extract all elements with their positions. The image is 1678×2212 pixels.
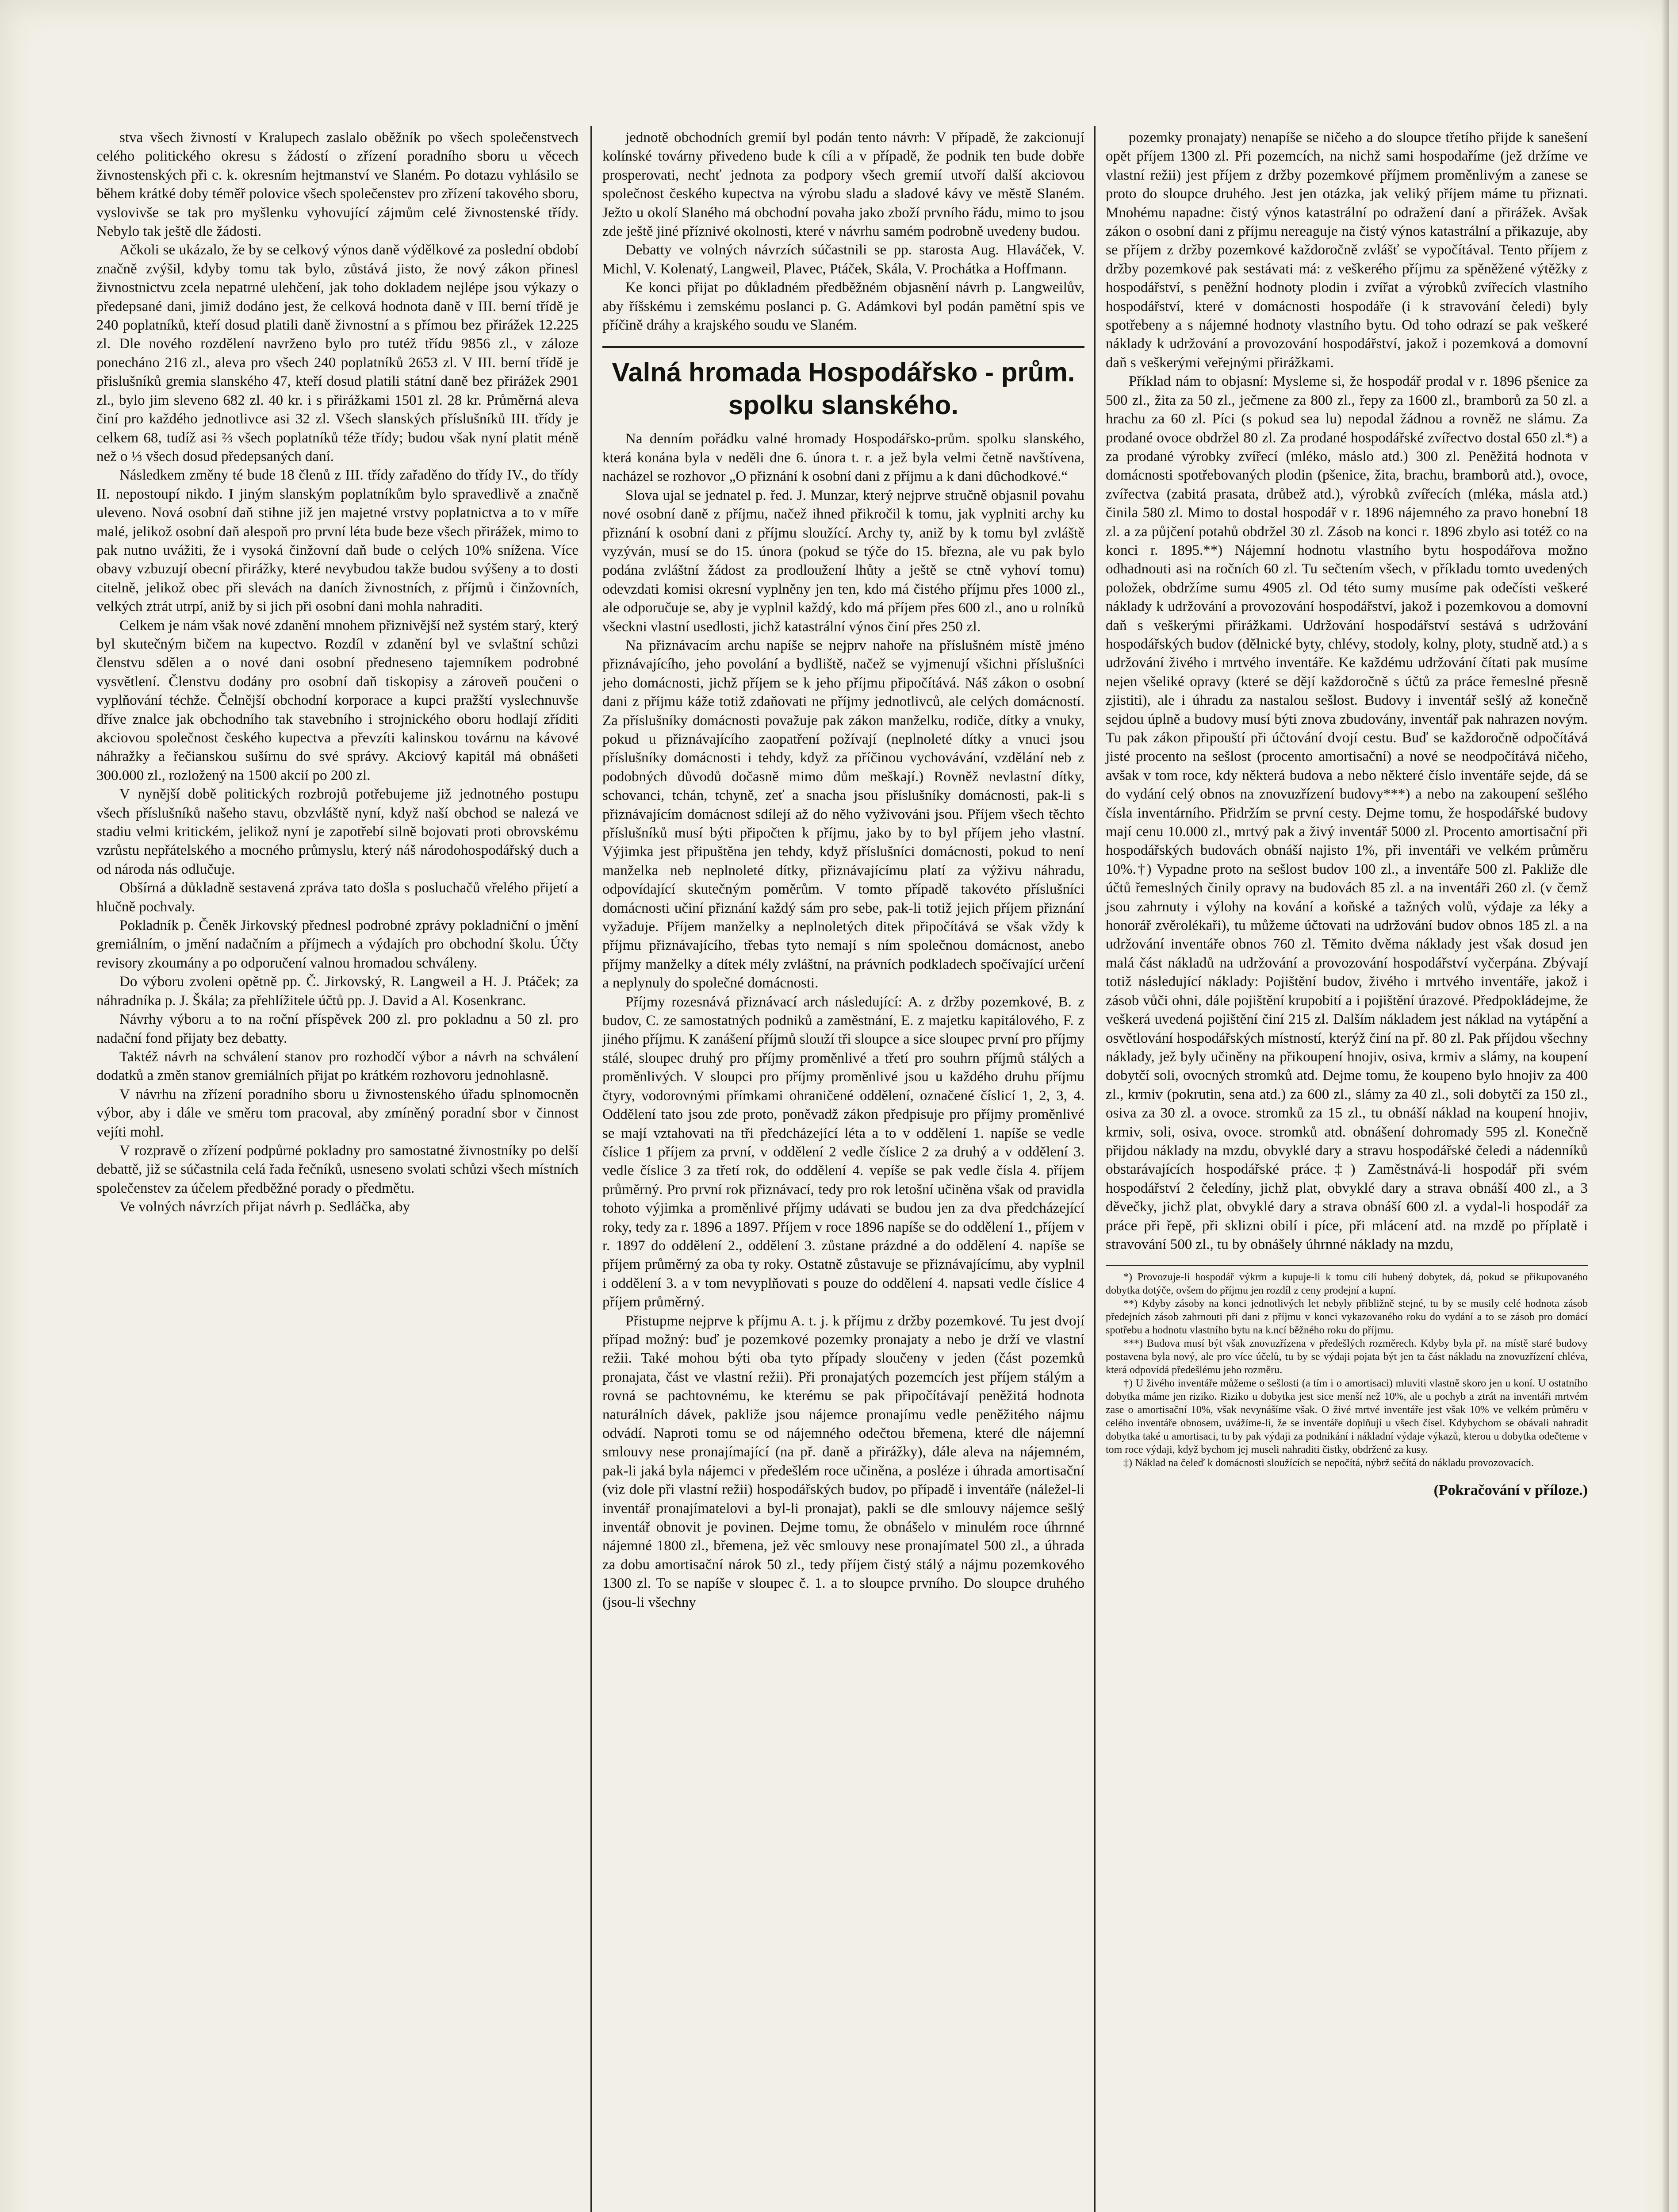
column-divider [1094,126,1096,2212]
column-divider [590,126,592,2212]
paragraph: V návrhu na zřízení poradního sboru u živnostenského úřadu splnomocněn výbor, aby i dále ve směru tom pracoval, aby zmíněný poradní sbor v činnost vejíti mohl. [96,1086,578,1140]
footnote: †) U živého inventáře můžeme o sešlosti (a tím i o amortisaci) mluviti vlastně skoro jen u koní. U ostatního dobytka máme jen riziko. Riziko u dobytka jest sice menší než 10%, ale u pochyb a ztrát na inventáři mrtvém zase o amortisační 10%, však nevynášíme však. O živé mrtvé inventáře jest však 10% ve velkém průměru v celého inventáře obnosem, uvážíme-li, že se inventáře doplňují u všech čísel. Kdybychom se obávali nahradit dobytka také u amortisaci, tu by pak výdaji za podnikání i nákladní výdaje výkazů, kterou u dobytka odečteme v tom roce výdaji, když bychom jej museli nahraditi čistky, obdržené za kusy. [1106,1378,1588,1456]
paragraph: Do výboru zvoleni opětně pp. Č. Jirkovský, R. Langweil a H. J. Ptáček; za náhradníka p. J. Škála; za přehlížitele účtů pp. J. David a Al. Kosenkranc. [96,974,578,1009]
column-right [1106,128,1588,2212]
paragraph: Debatty ve volných návrzích súčastnili se pp. starosta Aug. Hlaváček, V. Michl, V. Kolenatý, Langweil, Plavec, Ptáček, Skála, V. Prochátka a Hoffmann. [602,242,1084,277]
paragraph: Příjmy rozesnává přiznávací arch následující: A. z držby pozemkové, B. z budov, C. ze samostatných podniků a zaměstnání, E. z majetku kapitálového, F. z jiného příjmu. K zanášení příjmů slouží tři sloupce a sice sloupec první pro příjmy stálé, sloupec druhý pro příjmy proměnlivé a třetí pro souhrn příjmů stálých a proměnlivých. V sloupci pro příjmy proměnlivé jsou u každého druhu příjmu čtyry, vodorovnými přímkami ohraničené oddělení, označené číslicí 1, 2, 3, 4. Oddělení tato jsou zde proto, poněvadž zákon předpisuje pro příjmy proměnlivé se mají vztahovati na tři předcházející léta a to v oddělení 1. napíše se vedle číslice 1 příjem za první, v oddělení 2 vedle číslice 2 za druhý a v oddělení 3. vedle číslice 3 za třetí rok, do oddělení 4. vepíše se pak vedle čísla 4. příjem průměrný. Pro první rok přiznávací, tedy pro rok letošní učiněna však od pravidla tohoto výjimka a proměnlivé příjmy udávati se budou jen za dva předcházející roky, tedy za r. 1896 a 1897. Příjem v roce 1896 napíše se do oddělení 1., příjem v r. 1897 do oddělení 2., oddělení 3. zůstane prázdné a do oddělení 4. napíše se příjem průměrný za oba ty roky. Ostatně zůstavuje se přiznávajícímu, aby vyplnil i oddělení 3. a v tom nevyplňovati s pouze do oddělení 4. napsati vedle číslice 4 příjem průměrný. [602,994,1084,1310]
footnotes [1106,1265,1588,1470]
paragraph: Ačkoli se ukázalo, že by se celkový výnos daně výdělkové za poslední období značně zvýšil, kdyby tomu tak bylo, zůstává jisto, že nový zákon přinesl živnostnictvu zcela nepatrné ulehčení, jak toho dokladem nejlépe jsou výkazy o předepsané dani, jimiž dodáno jest, že celková hodnota daně v III. berní třídě je 240 poplatníků, kteří dosud platili daně živnostní a s přímou bez přirážek 12.225 zl. Dle nového rozdělení navrženo bylo pro tutéž třídu 9856 zl., v záloze ponecháno 216 zl., aleva pro všech 240 poplatníků 2653 zl. V III. berní třídě je přislušníků gremia slanského 47, kteří dosud platili státní daně bez přirážek 2901 zl., bylo jim sleveno 682 zl. 40 kr. i s přirážkami 1501 zl. 28 kr. Průměrná aleva činí pro každého jednotlivce asi 32 zl. Všech slanských příslušníků III. třídy je celkem 68, tudíž asi ⅔ všech poplatníků téže třídy; budou však nyní platit méně než o ⅓ všech dosud předepsaných daní. [96,242,578,465]
footnote: **) Kdyby zásoby na konci jednotlivých let nebyly přibližně stejné, tu by se musily celé hodnota zásob předejních zásob zahrnouti při dani z příjmu v konci vykazovaného roku do vydání a to se zásob pro domácí spotřebu a hodnotu vlastního bytu na k.ncí běžného roku do příjmu. [1106,1298,1588,1336]
column-left [96,128,578,2212]
paragraph: jednotě obchodních gremií byl podán tento návrh: V případě, že zakcionují kolínské továrny přivedeno bude k cíli a v případě, že podnik ten bude dobře prosperovati, nechť jednota za podpory všech gremií utvoří další akciovou společnost českého kupectva na výrobu sladu a sladové kávy ve městě Slaném. Ježto u okolí Slaného má obchodní povaha jako zboží prvního řádu, mimo to jsou zde ještě jiné příznivé okolnosti, které v návrhu samém podrobně uvedeny budou. [602,130,1084,240]
paragraph: V rozpravě o zřízení podpůrné pokladny pro samostatné živnostníky po delší debattě, již se súčastnila celá řada řečníků, usneseno svolati schůzi všech místních společenstev za účelem předběžné porady o předmětu. [96,1142,578,1196]
paragraph: Ve volných návrzích přijat návrh p. Sedláčka, aby [119,1199,410,1215]
footnote: *) Provozuje-li hospodář výkrm a kupuje-li k tomu cílí hubený dobytek, dá, pokud se přikupovaného dobytka dotýče, ovšem do příjmu jen rozdíl z ceny prodejní a kupní. [1106,1271,1588,1297]
paragraph: Slova ujal se jednatel p. řed. J. Munzar, který nejprve stručně objasnil povahu nové osobní daně z příjmu, načež ihned přikročil k tomu, jak vyplniti archy ku přiznání k osobní dani z příjmu sloužící. Archy ty, aniž by k tomu byl zvláště vyzýván, musí se do 15. února (pokud se týče do 15. března, ale vu pak bylo podána zvláštní žádost za prodloužení lhůty a ještě se ctně vyhoví tomu) odevzdati komisi okresní vyplněny jen ten, kdo má čistého příjmu přes 1000 zl., ale odporučuje se, aby je vyplnil každý, kdo má příjem přes 600 zl., ano u rolníků všeckni vlastní usedlosti, jichž katastrální výnos činí přes 250 zl. [602,487,1084,635]
paragraph: Taktéž návrh na schválení stanov pro rozhodčí výbor a návrh na schválení dodatků a změn stanov gremiálních přijat po krátkém rozhovoru jednohlasně. [96,1048,578,1084]
paragraph: stva všech živností v Kralupech zaslalo oběžník po všech společenstvech celého politického okresu s žádostí o zřízení poradního sboru u věcech živnostenských při c. k. okresním hejtmanství ve Slaném. Po dotazu vyhlásilo se během krátké doby téměř polovice všech společenstev pro zřízení takového sboru, vyslovivše se tak pro myšlenku vyhovující zájmům celé živnostenské třídy. Nebylo tak ještě dle žádosti. [96,130,578,240]
paragraph: Následkem změny té bude 18 členů z III. třídy zařaděno do třídy IV., do třídy II. nepostoupí nikdo. I jiným slanským poplatníkům bylo spravedlivě a značně uleveno. Nová osobní daň stihne již jen majetné vrstvy poplatnictva a to v míře malé, jelikož osobní daň alespoň pro první léta bude beze všech přirážek, mimo to pak nutno uvážiti, že i vysoká činžovní daň bude o celých 10% snížena. Více obavy vzbuzují obecní přirážky, které nevybudou takže budou svýšeny a to dosti citelně, jelikož obec při slevách na daních živnostních, z příjmů i činžovních, velkých ztrát utrpí, aniž by si jich při osobní dani mohla nahraditi. [96,467,578,615]
footnote: ‡) Náklad na čeleď k domácnosti sloužících se nepočítá, nýbrž sečítá do nákladu provozovacích. [1123,1457,1534,1469]
paragraph: pozemky pronajaty) nenapíše se ničeho a do sloupce třetího přijde k sanešení opět příjem 1300 zl. Při pozemcích, na nichž sami hospodaříme (jež držíme ve vlastní režii) jest příjem z držby pozemkové příjmem proměnlivým a zanese se proto do sloupce druhého. Jest jen otázka, jak veliký příjem máme tu přiznati. Mnohému napadne: čistý výnos katastrální po odražení daní a přirážek. Avšak zákon o osobní dani z příjmu nereaguje na čistý výnos katastrální a přikazuje, aby se příjem z držby pozemkové každoročně zvlášť se vypočítával. Tento příjem z držby pozemkové pak sestávati má: z veškerého příjmu za spěněžené výtěžky z hospodářství, s peněžní hodnoty plodin i zvířat a výrobků zvířecích vlastního hospodářství, které v domácnosti hospodáře (i k stravování čeledi) byly spotřebeny a s nájemné hodnoty vlastního bytu. Od toho odrazí se pak veškeré náklady k udržování a provozování hospodářství, jakož i pozemková a domovní daň s veškerými veřejnými přirážkami. [1106,130,1588,371]
paragraph: Přistupme nejprve k příjmu A. t. j. k příjmu z držby pozemkové. Tu jest dvojí případ možný: buď je pozemkové pozemky pronajaty a nebo je drží ve vlastní režii. Také mohou býti oba tyto případy sloučeny v jeden (část pozemků pronajata, část ve vlastní režii). Při pronajatých pozemcích jest příjem stálým a rovná se pachtovnému, ke kterému se pak připočítávají peněžitá hodnota naturálních dávek, pakliže jsou nájemce pronajímu vedle peněžitého nájmu odvádí. Naproti tomu se od nájemného odečtou břemena, které dle nájemní smlouvy nese pronajímající (na př. daně a přirážky), dále aleva na nájemném, pak-li jaká byla nájemci v předešlém roce učiněna, a posléze i úhrada amortisační (viz dole při vlastní režii) hospodářských budov, po případě i inventáře (náležel-li inventář pronajímatelovi a byl-li pronajat), pakli se dle smlouvy nájemce sešlý inventář obnovit je povinen. Dejme tomu, že obnášelo v minulém roce úhrnné nájemné 1800 zl., břemena, jež věc smlouvy nese pronajímatel 500 zl., a úhrada za dobu amortisační nárok 50 zl., tedy příjem čistý stálý a nájmu pozemkového 1300 zl. To se napíše v sloupec č. 1. a to sloupce prvního. Do sloupce druhého (jsou-li všechny [602,1313,1084,1610]
paragraph: V nynější době politických rozbrojů potřebujeme již jednotného postupu všech příslušníků našeho stavu, obzvláště nyní, když naší obchod se nalezá ve stadiu velmi kritickém, jelikož nyní je zapotřebí silně bojovati proti obrovskému vzrůstu nepřátelského a mocného průmyslu, který náš národohospodářský duch a od národa nás odlučuje. [96,786,578,877]
paragraph: Obšírná a důkladně sestavená zpráva tato došla s posluchačů vřelého přijetí a hlučně pochvaly. [96,880,578,915]
footnote: ***) Budova musí být však znovuzřízena v předešlých rozměrech. Kdyby byla př. na místě staré budovy postavena byla nový, ale pro více účelů, tu by se výdaji pojata být jen ta část nákladu na znovuzřízení chléva, která odpovídá předešlému jeho rozměru. [1106,1338,1588,1376]
continued-note: (Pokračování v příloze.) [1433,1482,1588,1499]
paragraph: Příklad nám to objasní: Mysleme si, že hospodář prodal v r. 1896 pšenice za 500 zl., žita za 50 zl., ječmene za 800 zl., řepy za 1600 zl., bramborů za 50 zl. a hrachu za 60 zl. Píci (s pokud sea lu) nepodal žádnou a rovněž ne slámu. Za prodané ovoce obdržel 80 zl. Za prodané hospodářské zvířectvo dostal 650 zl.*) a za prodané výrobky zvířecí (mléko, máslo atd.) 300 zl. Peněžitá hodnota v domácnosti spotřebovaných plodin (pšenice, žita, brachu, bramborů atd.), ovoce, zvířectva (zabitá prasata, drůbež atd.), výrobků zvířecích (mléka, másla atd.) činila 580 zl. Mimo to dostal hospodář v r. 1896 nájemného za pravo honební 18 zl. a za půjčení potahů obdržel 30 zl. Zásob na konci r. 1896 zbylo asi totéž co na konci r. 1895.**) Nájemní hodnotu vlastního bytu hospodářova možno odhadnouti asi na ročních 60 zl. Tu sečtením všech, v příkladu tomto uvedených položek, obdržíme sumu 4905 zl. Od této sumy musíme pak odečísti veškeré náklady k udržování a provozování hospodářství, jakož i pozemkovou a domovní daň s veškerými přirážkami. Udržování hospodářství sestává s udržování hospodářských budov (dělnické byty, chlévy, stodoly, kolny, ploty, studně atd.) a s udržování živého i mrtvého inventáře. Ke každému udržování čítati pak musíme nejen všeliké opravy (které se dějí každoročně s účtů za práce řemeslné přesně zjistiti), ale i úhradu za nastalou sešlost. Budovy i inventář sešlý až konečně sejdou úplně a budovy musí býti znova zbudovány, inventář pak nahrazen novým. Tu pak zákon připouští při účtování dvojí cestu. Buď se každoročně odpočítává jisté procento na sešlost (procento amortisační) a nové se neodpočítává ničeho, avšak v tom roce, kdy některá budova a nebo některé číslo inventáře sejde, dá se do vydání celý obnos na znovuzřízení budovy***) a nebo na zakoupení sešlého čísla inventárního. Přidržím se první cesty. Dejme tomu, že hospodářské budovy mají cenu 10.000 zl., mrtvý pak a živý inventář 5000 zl. Procento amortisační při hospodářských budovách obnáší najisto 1%, při inventáři ve velkém průměru 10%.†) Vypadne proto na sešlost budov 100 zl., a inventáře 500 zl. Pakliže dle účtů řemeslných činily opravy na budovách 85 zl. a na inventáři 260 zl. (v čemž jsou zahrnuty i výlohy na kování a koňské a tažných volů, výdaje za léky a honorář zvěrolékaři), tu můžeme účtovati na udržování budov obnos 185 zl. a na udržování inventáře obnos 760 zl. Těmito dvěma náklady jest však dosud jen malá část nákladů na udržování a provozování hospodářství vyčerpána. Zbývají totiž následující náklady: Pojištění budov, živého i mrtvého inventáře, jakož i zásob vůči ohni, dále pojištění krupobití a i pojištění úrazové. Předpokládejme, že veškerá uvedená pojištění činí 215 zl. Dalším nákladem jest náklad na vytápění a osvětlování hospodářských místností, kterýž činí na př. 80 zl. Pak příjdou všechny náklady, jež byly učiněny na přikoupení hnojiv, osiva, krmiv a slámy, na koupení dobytčí soli, ovocných stromků atd. Dejme tomu, že koupeno bylo hnojiv za 400 zl., krmiv (pokrutin, sena atd.) za 600 zl., slámy za 40 zl., soli dobytčí za 150 zl., osiva za 30 zl. a ovoce. stromků za 15 zl., tu obnáší náklad na koupení hnojiv, krmiv, soli, osiva, ovoce. stromků atd. obnášení dohromady 595 zl. Konečně přijdou náklady na mzdu, obvyklé dary a stravu hospodářské čeledi a nádenníků obstarávajících hospodářské práce.‡) Zaměstnává-li hospodář při svém hospodářství 2 čeledíny, jichž plat, obvyklé dary a strava obnáší 400 zl., a 3 děvečky, jichž plat, obvyklé dary a strava obnáší 600 zl. a vydal-li hospodář za práce při řepě, při sklizni obilí i píce, při mlácení atd. na mzdě po příplatě i stravování 500 zl., tu by obnášely úhrnné náklady na mzdu, [1106,373,1588,1252]
paragraph: Na denním pořádku valné hromady Hospodářsko-prům. spolku slanského, která konána byla v neděli dne 6. února t. r. a jež byla velmi četně navštívena, nacházel se rozhovor „O přiznání k osobní dani z příjmu a k dani dûchodkové.“ [602,431,1084,485]
column-middle [602,128,1084,2212]
page-edge-shadow [1661,0,1669,2212]
paragraph: Ke konci přijat po důkladném předběžném objasnění návrh p. Langweilův, aby říšskému i zemskému poslanci p. G. Adámkovi byl podán pamětní spis ve příčině dráhy a krajského soudu ve Slaném. [602,280,1084,334]
article-headline: Valná hromada Hospodářsko - prům. spolku slanského. [612,357,1075,420]
article-header [602,346,1084,422]
paragraph: Celkem je nám však nové zdanění mnohem přiznivější než systém starý, který byl skutečným bičem na kupectvo. Rozdíl v zdanění byl ve svlaštní schůzi členstvu sdělen a o nové dani osobní předneseno tajemníkem podrobné vysvětlení. Členstvu dodány pro osobní daň tiskopisy a zároveň poučeni o vyplňování téchže. Čelnější obchodní korporace a kupci pražští vyslechnuvše dříve znalce jak obchodního tak stavebního i strojnického oboru hodlají zříditi akciovou společnost českého kupectva a převzíti kalinskou továrnu na kávové náhražky a řečianskou sušírnu do své správy. Akciový kapitál má obnášeti 300.000 zl., rozložený na 1500 akcií po 200 zl. [96,617,578,783]
paragraph: Na přiznávacím archu napíše se nejprv nahoře na příslušném místě jméno přiznávajícího, jeho povolání a bydliště, načež se vyjmenují všichni příslušníci jeho domácnosti, jichž příjem se k jeho příjmu připočítává. Náš zákon o osobní dani z příjmu káže totiž zdaňovati ne příjmy jednotlivců, ale celých domácností. Za příslušníky domácnosti považuje pak zákon manželku, rodiče, dítky a vnuky, pokud u přiznávajícího zaopatření požívají (neplnoleté dítky a vnuci jsou příslušníky domácnosti i tehdy, když za příčinou vychovávání, vzdělání neb z podobných důvodů dočasně mimo dům meškají.) Rovněž nevlastní dítky, schovanci, tchán, tchyně, zeť a snacha jsou příslušníky domácnosti, pak-li s přiznávajícím domácnost sdílejí až do něho vyživováni jsou. Příjem všech těchto příslušníků musí býti připočten k příjmu, jako by to byl příjem jeho vlastní. Výjimka jest připuštěna jen tehdy, když příslušníci domácnosti, pokud to není manželka neb neplnoleté dítky, přiznávajícímu platí za výživu náhradu, odpovídající skutečným poměrům. V tomto případě takovéto příslušníci domácnosti učiní přiznání každý sám pro sebe, pak-li totiž jejich příjem přiznání vyžaduje. Příjem manželky a neplnoletých ditek připočítává se však vždy k příjmu přiznávajícího, třebas tyto nemají s ním společnou domácnost, anebo příjmy manželky a dítek mély zvláštní, na právních podkladech spočívající určení a neplynuly do společné domácnosti. [602,637,1084,991]
paragraph: Pokladník p. Čeněk Jirkovský přednesl podrobné zprávy pokladniční o jmění gremiálním, o jmění nadačním a příjmech a výdajích pro obchodní školu. Účty revisory zkoumány a po odporučení valnou hromadou schváleny. [96,918,578,971]
paragraph: Návrhy výboru a to na roční příspěvek 200 zl. pro pokladnu a 50 zl. pro nadační fond přijaty bez debatty. [96,1011,578,1046]
